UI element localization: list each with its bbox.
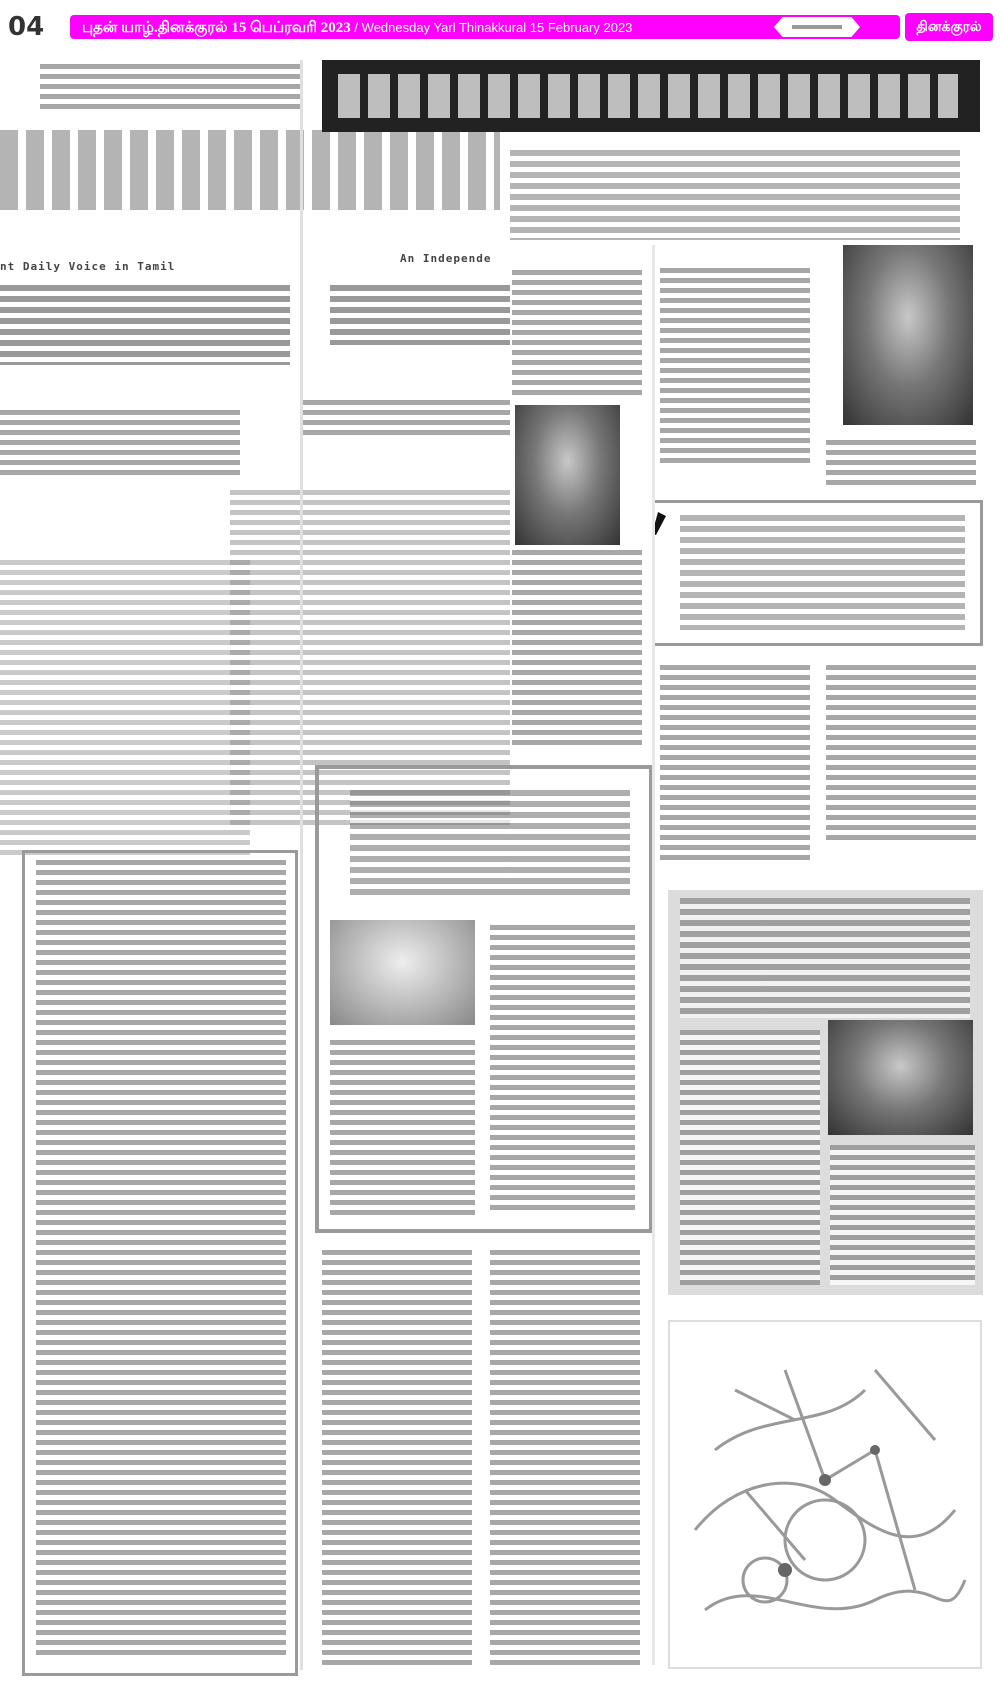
section-arrow-badge: [774, 17, 860, 37]
center-article-photo: [330, 920, 475, 1025]
right-article-photo-large: [843, 245, 973, 425]
right-photo-caption: [826, 440, 976, 490]
column-rule-1: [300, 60, 303, 1670]
right-article-photo-small: [515, 405, 620, 545]
ghost-block-center: [330, 285, 510, 345]
feature-panel-body-left: [680, 1030, 820, 1285]
center-article-body-left: [330, 1040, 475, 1215]
article-headline: [510, 150, 960, 240]
right-article-col3-lower: [826, 665, 976, 845]
center-article-body-right: [490, 925, 635, 1215]
cartoon-illustration: [675, 1330, 975, 1660]
ghost-block-center-2: [300, 400, 510, 440]
page-number: 04: [8, 12, 45, 42]
tamil-date: புதன் யாழ்.தினக்குரல் 15 பெப்ரவரி 2023: [82, 20, 351, 36]
center-boxed-headline: [350, 790, 630, 900]
center-lower-body-right: [490, 1250, 640, 1670]
ghost-block-left-2: [0, 410, 240, 480]
feature-panel-photo: [828, 1020, 973, 1135]
ghost-block-left-3: [0, 560, 250, 860]
masthead-tagline: nt Daily Voice in Tamil: [0, 260, 176, 273]
right-article-col1: [512, 270, 642, 400]
headline-banner: [322, 60, 980, 132]
masthead-subtag: An Independe: [400, 252, 492, 265]
feature-panel-headline: [680, 898, 970, 1018]
right-article-col2-lower: [660, 665, 810, 865]
feature-panel-body-right: [830, 1145, 975, 1285]
date-separator: /: [354, 20, 359, 35]
masthead-ghost-text: [40, 64, 300, 114]
header-bar: [70, 15, 900, 39]
masthead-ghost-title: [0, 130, 500, 210]
quote-text: [680, 515, 965, 630]
column-rule-2: [652, 245, 655, 1665]
english-date: Wednesday Yarl Thinakkural 15 February 2023: [361, 20, 633, 35]
left-article-body: [36, 860, 286, 1660]
ghost-block-left: [0, 285, 290, 365]
right-article-col2: [660, 268, 810, 468]
right-article-col1-lower: [512, 550, 642, 750]
center-lower-body-left: [322, 1250, 472, 1670]
newspaper-logo: தினக்குரல்: [905, 13, 993, 41]
header-date-text: [82, 19, 632, 38]
